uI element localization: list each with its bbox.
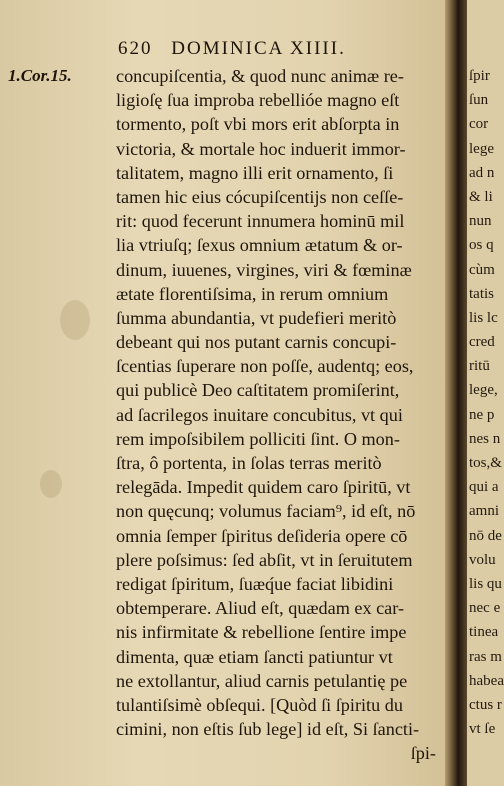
facing-text-fragment: lege <box>469 140 494 157</box>
facing-text-fragment: cor <box>469 116 489 133</box>
facing-text-fragment: vt ſe <box>469 721 496 738</box>
facing-text-fragment: volu <box>469 551 496 568</box>
text-line: nis infirmitate & rebellione ſentire impe <box>116 622 407 643</box>
facing-text-fragment: lis lc <box>469 309 498 326</box>
text-line: dinum, iuuenes, virgines, viri & fœminæ <box>116 259 412 280</box>
facing-text-fragment: habea <box>469 672 504 689</box>
facing-text-fragment: ſpir <box>469 68 490 84</box>
header-title: DOMINICA XIIII. <box>171 38 346 59</box>
text-line: tormento, poſt vbi mors erit abſorpta in <box>116 114 400 135</box>
text-line: plere poſsimus: ſed abſit, vt in ſeruitutem <box>116 549 413 570</box>
catchword: ſpi- <box>410 743 436 764</box>
facing-text-fragment: amni <box>469 503 499 520</box>
text-line: non quęcunq; volumus faciam⁹, id eſt, nō <box>116 501 416 522</box>
text-line: tulantiſsimè obſequi. [Quòd ſi ſpiritu du <box>116 694 403 715</box>
text-line: dimenta, quæ etiam ſancti patiuntur vt <box>116 646 393 667</box>
facing-text-fragment: ad n <box>469 164 495 181</box>
text-line: obtemperare. Aliud eſt, quædam ex car- <box>116 598 405 619</box>
running-header <box>118 38 418 60</box>
facing-text-fragment: ſun <box>469 92 489 109</box>
text-line: redigat ſpiritum, ſuæq́ue faciat libidini <box>116 573 394 594</box>
facing-text-fragment: & li <box>469 188 493 205</box>
facing-text-fragment: nec e <box>469 600 501 617</box>
text-line: victoria, & mortale hoc induerit immor- <box>116 138 406 159</box>
facing-text-fragment: ctus r <box>469 696 502 713</box>
text-line: ad ſacrilegos inuitare concubitus, vt qui <box>116 404 403 425</box>
text-line: omnia ſemper ſpiritus deſideria opere cō <box>116 525 408 546</box>
facing-text-fragment: ras m <box>469 648 502 665</box>
paper-stain <box>60 300 90 340</box>
text-line: ætate florentiſsima, in rerum omnium <box>116 283 389 304</box>
facing-text-fragment: nō de <box>469 527 502 544</box>
text-line: rem impoſsibilem polliciti ſint. O mon- <box>116 428 400 449</box>
facing-text-fragment: ne p <box>469 406 495 423</box>
facing-text-fragment: tatis <box>469 285 494 302</box>
text-line: tamen hic eius cócupiſcentijs non ceſſe- <box>116 186 404 207</box>
facing-text-fragment: lis qu <box>469 575 502 592</box>
paper-stain <box>40 470 62 498</box>
text-line: cimini, non eſtis ſub lege] id eſt, Si ſancti- <box>116 719 420 740</box>
facing-text-fragment: nun <box>469 213 492 230</box>
facing-text-fragment: os q <box>469 237 494 254</box>
facing-page-text <box>469 64 504 741</box>
facing-text-fragment: tinea <box>469 624 499 641</box>
facing-text-fragment: ritū <box>469 358 490 375</box>
text-line: ſtra, ô portenta, in ſolas terras meritò <box>116 453 382 473</box>
body-text <box>116 64 446 765</box>
text-line: ſcentias ſuperare non poſſe, audentq; eos, <box>116 356 414 377</box>
text-line: rit: quod fecerunt innumera hominū mil <box>116 211 405 232</box>
facing-text-fragment: cùm <box>469 261 495 278</box>
text-line: lia vtriuſq; ſexus omnium ætatum & or- <box>116 235 403 256</box>
text-line: ne extollantur, aliud carnis petulantię pe <box>116 670 408 691</box>
text-line: concupiſcentia, & quod nunc animæ re- <box>116 66 404 86</box>
margin-citation: 1.Cor.15. <box>8 66 72 85</box>
text-line: qui publicè Deo caſtitatem promiſerint, <box>116 380 400 401</box>
page-number: 620 <box>118 38 153 59</box>
facing-text-fragment: tos,& <box>469 455 502 471</box>
text-line: debeant qui nos putant carnis concupi- <box>116 332 397 353</box>
facing-page-edge <box>467 0 504 786</box>
text-line: talitatem, magno illi erit ornamento, ſi <box>116 162 394 183</box>
text-line: relegāda. Impedit quidem caro ſpiritū, vt <box>116 477 411 498</box>
facing-text-fragment: cred <box>469 334 495 351</box>
facing-text-fragment: lege, <box>469 382 498 399</box>
facing-text-fragment: nes n <box>469 430 501 447</box>
text-line: ligioſę ſua improba rebellióe magno eſt <box>116 90 400 111</box>
book-gutter <box>445 0 467 786</box>
text-line: ſumma abundantia, vt pudefieri meritò <box>116 307 397 328</box>
facing-text-fragment: qui a <box>469 479 499 496</box>
